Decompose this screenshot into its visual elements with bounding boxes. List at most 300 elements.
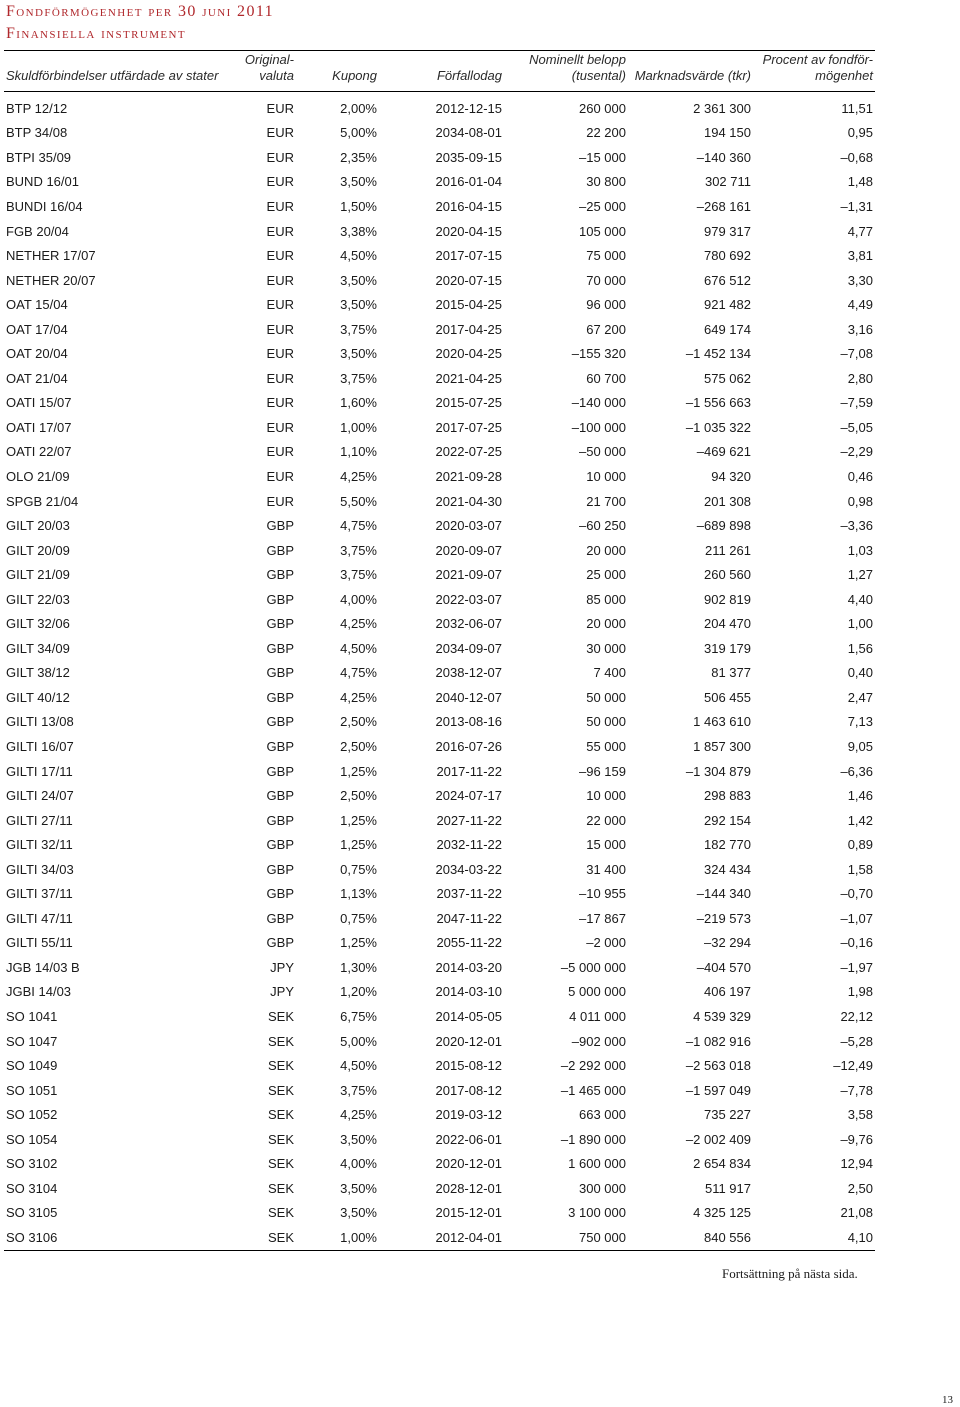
cell-percent: 2,80 bbox=[847, 370, 873, 386]
cell-instrument: GILT 21/09 bbox=[6, 567, 70, 583]
cell-coupon: 1,25% bbox=[340, 763, 377, 779]
cell-coupon: 5,50% bbox=[340, 493, 377, 509]
cell-currency: GBP bbox=[266, 812, 294, 828]
cell-instrument: GILT 20/09 bbox=[6, 542, 70, 558]
cell-instrument: GILTI 55/11 bbox=[6, 935, 73, 951]
cell-percent: 1,27 bbox=[847, 567, 873, 583]
table-row bbox=[4, 1152, 875, 1177]
cell-maturity: 2013-08-16 bbox=[435, 714, 502, 730]
cell-percent: –6,36 bbox=[840, 763, 873, 779]
table-row bbox=[4, 1201, 875, 1226]
cell-percent: –5,05 bbox=[840, 419, 873, 435]
cell-currency: EUR bbox=[266, 248, 294, 264]
cell-instrument: GILTI 24/07 bbox=[6, 788, 74, 804]
cell-percent: 0,40 bbox=[847, 665, 873, 681]
cell-maturity: 2012-12-15 bbox=[435, 100, 502, 116]
cell-instrument: GILT 32/06 bbox=[6, 616, 70, 632]
cell-currency: EUR bbox=[266, 297, 294, 313]
cell-market-value: 511 917 bbox=[704, 1180, 751, 1196]
cell-market-value: 575 062 bbox=[704, 370, 751, 386]
cell-instrument: FGB 20/04 bbox=[6, 223, 69, 239]
cell-market-value: –404 570 bbox=[696, 959, 751, 975]
cell-market-value: –2 002 409 bbox=[685, 1131, 751, 1147]
cell-percent: –1,97 bbox=[840, 959, 873, 975]
cell-nominal: –1 890 000 bbox=[560, 1131, 626, 1147]
cell-instrument: GILT 38/12 bbox=[6, 665, 70, 681]
table-row bbox=[4, 92, 875, 121]
cell-maturity: 2055-11-22 bbox=[436, 935, 502, 951]
cell-currency: SEK bbox=[267, 1205, 294, 1221]
table-row bbox=[4, 268, 875, 293]
cell-market-value: 406 197 bbox=[704, 984, 751, 1000]
cell-instrument: SO 1049 bbox=[6, 1058, 58, 1074]
cell-instrument: SO 3104 bbox=[6, 1180, 58, 1196]
cell-percent: –0,16 bbox=[840, 935, 873, 951]
table-header-row bbox=[4, 51, 875, 92]
cell-currency: SEK bbox=[267, 1009, 294, 1024]
cell-percent: –0,68 bbox=[840, 149, 873, 165]
cell-market-value: –469 621 bbox=[696, 444, 751, 460]
cell-market-value: 979 317 bbox=[704, 223, 751, 239]
col-header-market-value: Marknadsvärde (tkr) bbox=[628, 51, 753, 92]
cell-maturity: 2015-12-01 bbox=[435, 1205, 502, 1221]
cell-nominal: 21 700 bbox=[586, 493, 626, 509]
cell-instrument: SO 1054 bbox=[6, 1131, 58, 1147]
cell-maturity: 2017-11-22 bbox=[436, 763, 502, 779]
cell-maturity: 2016-04-15 bbox=[435, 198, 502, 214]
cell-instrument: SO 3102 bbox=[6, 1156, 58, 1172]
cell-instrument: BTP 12/12 bbox=[6, 100, 68, 116]
cell-percent: 3,30 bbox=[847, 272, 873, 288]
cell-nominal: 300 000 bbox=[579, 1180, 626, 1196]
cell-currency: EUR bbox=[266, 346, 294, 362]
cell-coupon: 1,25% bbox=[340, 935, 377, 951]
table-row bbox=[4, 1127, 875, 1152]
table-row bbox=[4, 685, 875, 710]
cell-market-value: 211 261 bbox=[704, 542, 751, 558]
cell-nominal: 55 000 bbox=[586, 738, 626, 754]
cell-market-value: 506 455 bbox=[704, 689, 751, 705]
cell-percent: 2,47 bbox=[847, 689, 873, 705]
cell-percent: 4,49 bbox=[847, 297, 873, 313]
cell-coupon: 3,50% bbox=[340, 174, 377, 190]
cell-instrument: GILT 20/03 bbox=[6, 518, 70, 534]
cell-currency: EUR bbox=[266, 444, 294, 460]
cell-percent: –1,07 bbox=[840, 910, 873, 926]
cell-nominal: 105 000 bbox=[579, 223, 626, 239]
cell-nominal: –17 867 bbox=[579, 910, 626, 926]
cell-market-value: 4 325 125 bbox=[693, 1205, 751, 1221]
cell-instrument: SO 1052 bbox=[6, 1107, 58, 1123]
cell-nominal: 31 400 bbox=[586, 861, 626, 877]
cell-market-value: –1 452 134 bbox=[685, 346, 751, 362]
cell-currency: JPY bbox=[270, 984, 294, 1000]
cell-nominal: –902 000 bbox=[571, 1033, 626, 1049]
page-number: 13 bbox=[942, 1394, 953, 1406]
cell-instrument: OATI 15/07 bbox=[6, 395, 72, 411]
cell-percent: 4,40 bbox=[847, 591, 873, 607]
cell-maturity: 2012-04-01 bbox=[379, 1225, 504, 1250]
cell-nominal: 10 000 bbox=[586, 468, 626, 484]
col-header-nominal: Nominellt belopp (tusental) bbox=[504, 51, 628, 92]
cell-market-value: 260 560 bbox=[704, 567, 751, 583]
table-row bbox=[4, 1225, 875, 1250]
cell-coupon: 1,25% bbox=[340, 837, 377, 853]
cell-nominal: 20 000 bbox=[586, 616, 626, 632]
cell-maturity: 2017-04-25 bbox=[435, 321, 502, 337]
cell-percent: 1,03 bbox=[847, 542, 873, 558]
cell-nominal: 4 011 000 bbox=[569, 1009, 626, 1024]
cell-market-value: –32 294 bbox=[704, 935, 751, 951]
cell-maturity: 2020-12-01 bbox=[435, 1033, 502, 1049]
cell-market-value: –1 556 663 bbox=[685, 395, 751, 411]
cell-instrument: GILT 40/12 bbox=[6, 689, 70, 705]
cell-maturity: 2014-03-20 bbox=[435, 959, 502, 975]
cell-percent: 1,48 bbox=[847, 174, 873, 190]
cell-market-value: 1 857 300 bbox=[693, 738, 751, 754]
cell-currency: SEK bbox=[267, 1058, 294, 1074]
table-row bbox=[4, 341, 875, 366]
cell-currency: GBP bbox=[266, 886, 294, 902]
table-row bbox=[4, 194, 875, 219]
cell-instrument: OAT 20/04 bbox=[6, 346, 68, 362]
table-row bbox=[4, 661, 875, 686]
table-row bbox=[4, 955, 875, 980]
cell-maturity: 2034-08-01 bbox=[435, 125, 502, 141]
cell-currency: GBP bbox=[266, 640, 294, 656]
table-row bbox=[4, 292, 875, 317]
cell-maturity: 2034-03-22 bbox=[435, 861, 502, 877]
col-header-maturity: Förfallodag bbox=[379, 51, 504, 92]
table-row bbox=[4, 636, 875, 661]
cell-market-value: 194 150 bbox=[704, 125, 751, 141]
cell-nominal: –100 000 bbox=[571, 419, 626, 435]
cell-nominal: 50 000 bbox=[586, 714, 626, 730]
table-row bbox=[4, 587, 875, 612]
cell-instrument: OATI 22/07 bbox=[6, 444, 72, 460]
cell-nominal: –2 292 000 bbox=[560, 1058, 626, 1074]
cell-market-value: –1 597 049 bbox=[685, 1082, 751, 1098]
cell-maturity: 2020-09-07 bbox=[435, 542, 502, 558]
cell-market-value: –219 573 bbox=[696, 910, 751, 926]
cell-maturity: 2015-08-12 bbox=[435, 1058, 502, 1074]
cell-instrument: SO 1051 bbox=[6, 1082, 58, 1098]
table-row bbox=[4, 1102, 875, 1127]
table-row bbox=[4, 317, 875, 342]
cell-percent: 1,42 bbox=[847, 812, 873, 828]
cell-market-value: 324 434 bbox=[704, 861, 751, 877]
cell-maturity: 2017-07-25 bbox=[435, 419, 502, 435]
cell-currency: GBP bbox=[266, 567, 294, 583]
cell-instrument: SO 1047 bbox=[6, 1033, 58, 1049]
cell-instrument: GILTI 17/11 bbox=[6, 763, 73, 779]
cell-currency: GBP bbox=[266, 910, 294, 926]
cell-coupon: 4,25% bbox=[340, 1107, 377, 1123]
cell-percent: 0,95 bbox=[847, 125, 873, 141]
table-row bbox=[4, 759, 875, 784]
table-row bbox=[4, 366, 875, 391]
cell-nominal: –15 000 bbox=[579, 149, 626, 165]
cell-nominal: 15 000 bbox=[586, 837, 626, 853]
cell-percent: –12,49 bbox=[833, 1058, 873, 1074]
cell-maturity: 2022-03-07 bbox=[435, 591, 502, 607]
cell-instrument: NETHER 20/07 bbox=[6, 272, 96, 288]
table-row bbox=[4, 734, 875, 759]
cell-currency: SEK bbox=[267, 1107, 294, 1123]
table-row bbox=[4, 611, 875, 636]
cell-currency: GBP bbox=[266, 738, 294, 754]
cell-coupon: 1,13% bbox=[340, 886, 377, 902]
cell-currency: GBP bbox=[266, 591, 294, 607]
table-row bbox=[4, 121, 875, 146]
cell-percent: 12,94 bbox=[840, 1156, 873, 1172]
cell-currency: SEK bbox=[267, 1033, 294, 1049]
cell-nominal: 20 000 bbox=[586, 542, 626, 558]
cell-currency: EUR bbox=[266, 493, 294, 509]
cell-percent: 0,89 bbox=[847, 837, 873, 853]
cell-currency: GBP bbox=[266, 542, 294, 558]
cell-maturity: 2017-08-12 bbox=[435, 1082, 502, 1098]
cell-nominal: –50 000 bbox=[579, 444, 626, 460]
cell-instrument: GILTI 37/11 bbox=[6, 886, 73, 902]
cell-nominal: –25 000 bbox=[579, 198, 626, 214]
cell-coupon: 2,35% bbox=[340, 149, 377, 165]
cell-coupon: 4,25% bbox=[340, 616, 377, 632]
cell-nominal: 3 100 000 bbox=[568, 1205, 626, 1221]
cell-currency: SEK bbox=[232, 1225, 296, 1250]
col-header-currency: Original- valuta bbox=[232, 51, 296, 92]
cell-maturity: 2038-12-07 bbox=[435, 665, 502, 681]
cell-nominal: 50 000 bbox=[586, 689, 626, 705]
cell-coupon: 1,50% bbox=[340, 198, 377, 214]
cell-nominal: 1 600 000 bbox=[568, 1156, 626, 1172]
cell-maturity: 2015-04-25 bbox=[435, 297, 502, 313]
cell-coupon: 1,25% bbox=[340, 812, 377, 828]
table-row bbox=[4, 219, 875, 244]
page-title: Fondförmögenhet per 30 juni 2011 bbox=[6, 3, 275, 20]
cell-instrument: BTPI 35/09 bbox=[6, 149, 72, 165]
cell-coupon: 5,00% bbox=[340, 125, 377, 141]
cell-nominal: 10 000 bbox=[586, 788, 626, 804]
cell-market-value: 2 361 300 bbox=[693, 100, 751, 116]
cell-market-value: 780 692 bbox=[704, 248, 751, 264]
cell-currency: GBP bbox=[266, 689, 294, 705]
table-row bbox=[4, 145, 875, 170]
cell-currency: GBP bbox=[266, 665, 294, 681]
cell-currency: EUR bbox=[266, 223, 294, 239]
cell-currency: EUR bbox=[266, 419, 294, 435]
cell-nominal: –2 000 bbox=[586, 935, 626, 951]
cell-coupon: 4,50% bbox=[340, 248, 377, 264]
cell-currency: GBP bbox=[266, 763, 294, 779]
cell-maturity: 2015-07-25 bbox=[435, 395, 502, 411]
cell-market-value: 94 320 bbox=[711, 468, 751, 484]
cell-market-value: –268 161 bbox=[696, 198, 751, 214]
cell-maturity: 2021-04-25 bbox=[435, 370, 502, 386]
cell-maturity: 2037-11-22 bbox=[436, 886, 502, 902]
cell-coupon: 1,30% bbox=[340, 959, 377, 975]
cell-maturity: 2020-12-01 bbox=[435, 1156, 502, 1172]
cell-currency: GBP bbox=[266, 714, 294, 730]
cell-market-value: 319 179 bbox=[704, 640, 751, 656]
cell-instrument: SO 3105 bbox=[6, 1205, 58, 1221]
cell-nominal: –5 000 000 bbox=[560, 959, 626, 975]
cell-coupon: 3,50% bbox=[340, 1131, 377, 1147]
cell-currency: JPY bbox=[270, 959, 294, 975]
cell-currency: EUR bbox=[266, 198, 294, 214]
cell-instrument: OAT 21/04 bbox=[6, 370, 68, 386]
cell-coupon: 3,75% bbox=[340, 542, 377, 558]
cell-nominal: –155 320 bbox=[571, 346, 626, 362]
table-body bbox=[4, 92, 875, 1251]
cell-currency: EUR bbox=[266, 174, 294, 190]
cell-coupon: 2,50% bbox=[340, 788, 377, 804]
cell-instrument: GILTI 32/11 bbox=[6, 837, 73, 853]
table-row bbox=[4, 857, 875, 882]
cell-coupon: 4,75% bbox=[340, 665, 377, 681]
table-row bbox=[4, 415, 875, 440]
cell-currency: SEK bbox=[267, 1180, 294, 1196]
cell-currency: GBP bbox=[266, 861, 294, 877]
cell-maturity: 2032-11-22 bbox=[436, 837, 502, 853]
cell-currency: EUR bbox=[266, 395, 294, 411]
table-row bbox=[4, 1176, 875, 1201]
cell-market-value: 201 308 bbox=[704, 493, 751, 509]
cell-nominal: 260 000 bbox=[579, 100, 626, 116]
cell-coupon: 3,50% bbox=[340, 272, 377, 288]
cell-percent: 21,08 bbox=[840, 1205, 873, 1221]
cell-nominal: 25 000 bbox=[586, 567, 626, 583]
table-row bbox=[4, 710, 875, 735]
cell-coupon: 4,00% bbox=[340, 591, 377, 607]
cell-instrument: JGBI 14/03 bbox=[6, 984, 72, 1000]
cell-market-value: 2 654 834 bbox=[693, 1156, 751, 1172]
cell-percent: 4,10 bbox=[753, 1225, 875, 1250]
cell-currency: GBP bbox=[266, 837, 294, 853]
cell-coupon: 2,00% bbox=[340, 100, 377, 116]
cell-market-value: –2 563 018 bbox=[685, 1058, 751, 1074]
cell-nominal: 70 000 bbox=[586, 272, 626, 288]
cell-coupon: 5,00% bbox=[340, 1033, 377, 1049]
cell-percent: –7,08 bbox=[840, 346, 873, 362]
table-row bbox=[4, 538, 875, 563]
cell-instrument: GILTI 16/07 bbox=[6, 738, 74, 754]
cell-coupon: 0,75% bbox=[340, 861, 377, 877]
cell-maturity: 2014-05-05 bbox=[435, 1009, 502, 1024]
cell-market-value: –1 304 879 bbox=[685, 763, 751, 779]
cell-percent: 3,16 bbox=[847, 321, 873, 337]
cell-currency: SEK bbox=[267, 1156, 294, 1172]
cell-percent: 11,51 bbox=[841, 100, 873, 116]
holdings-table bbox=[4, 50, 875, 1251]
cell-instrument: NETHER 17/07 bbox=[6, 248, 96, 264]
cell-instrument: SO 3106 bbox=[4, 1225, 232, 1250]
cell-coupon: 4,25% bbox=[340, 468, 377, 484]
cell-percent: –9,76 bbox=[840, 1131, 873, 1147]
cell-nominal: –96 159 bbox=[579, 763, 626, 779]
cell-nominal: 22 000 bbox=[586, 812, 626, 828]
cell-instrument: GILTI 47/11 bbox=[6, 910, 73, 926]
cell-percent: 0,46 bbox=[847, 468, 873, 484]
table-row bbox=[4, 489, 875, 514]
cell-maturity: 2022-07-25 bbox=[435, 444, 502, 460]
cell-maturity: 2047-11-22 bbox=[436, 910, 502, 926]
cell-currency: EUR bbox=[266, 321, 294, 337]
cell-instrument: OATI 17/07 bbox=[6, 419, 72, 435]
cell-currency: EUR bbox=[266, 100, 294, 116]
cell-market-value: 298 883 bbox=[704, 788, 751, 804]
cell-coupon: 2,50% bbox=[340, 714, 377, 730]
cell-coupon: 3,75% bbox=[340, 370, 377, 386]
cell-maturity: 2019-03-12 bbox=[435, 1107, 502, 1123]
table-row bbox=[4, 931, 875, 956]
cell-percent: 3,81 bbox=[847, 248, 873, 264]
cell-maturity: 2020-07-15 bbox=[435, 272, 502, 288]
cell-instrument: GILT 34/09 bbox=[6, 640, 70, 656]
cell-market-value: 4 539 329 bbox=[693, 1009, 751, 1024]
cell-nominal: –60 250 bbox=[579, 518, 626, 534]
cell-coupon: 1,10% bbox=[340, 444, 377, 460]
cell-maturity: 2020-04-15 bbox=[435, 223, 502, 239]
cell-percent: 4,77 bbox=[847, 223, 873, 239]
cell-market-value: –1 082 916 bbox=[685, 1033, 751, 1049]
cell-market-value: –1 035 322 bbox=[685, 419, 751, 435]
cell-market-value: 735 227 bbox=[704, 1107, 751, 1123]
cell-nominal: 75 000 bbox=[586, 248, 626, 264]
table-row bbox=[4, 1004, 875, 1029]
cell-coupon: 0,75% bbox=[340, 910, 377, 926]
cell-nominal: 7 400 bbox=[593, 665, 626, 681]
cell-instrument: GILTI 13/08 bbox=[6, 714, 74, 730]
cell-coupon: 3,75% bbox=[340, 321, 377, 337]
cell-currency: EUR bbox=[266, 149, 294, 165]
table-row bbox=[4, 170, 875, 195]
cell-coupon: 2,50% bbox=[340, 738, 377, 754]
cell-maturity: 2020-04-25 bbox=[435, 346, 502, 362]
continuation-note: Fortsättning på nästa sida. bbox=[722, 1266, 858, 1281]
cell-percent: 22,12 bbox=[840, 1009, 873, 1024]
cell-maturity: 2021-09-28 bbox=[435, 468, 502, 484]
cell-percent: 1,98 bbox=[847, 984, 873, 1000]
cell-market-value: 204 470 bbox=[704, 616, 751, 632]
cell-instrument: BUNDI 16/04 bbox=[6, 198, 83, 214]
col-header-instrument: Skuldförbindelser utfärdade av stater bbox=[4, 51, 232, 92]
cell-nominal: 96 000 bbox=[586, 297, 626, 313]
cell-instrument: BTP 34/08 bbox=[6, 125, 68, 141]
cell-maturity: 2032-06-07 bbox=[435, 616, 502, 632]
cell-market-value: 81 377 bbox=[711, 665, 751, 681]
table-row bbox=[4, 391, 875, 416]
cell-percent: 1,46 bbox=[847, 788, 873, 804]
cell-nominal: 85 000 bbox=[586, 591, 626, 607]
cell-nominal: 30 000 bbox=[586, 640, 626, 656]
cell-percent: 2,50 bbox=[847, 1180, 873, 1196]
table-row bbox=[4, 1053, 875, 1078]
cell-percent: 3,58 bbox=[847, 1107, 873, 1123]
cell-percent: –0,70 bbox=[840, 886, 873, 902]
cell-coupon: 1,60% bbox=[340, 395, 377, 411]
cell-percent: –5,28 bbox=[840, 1033, 873, 1049]
cell-currency: GBP bbox=[266, 518, 294, 534]
cell-instrument: GILTI 34/03 bbox=[6, 861, 74, 877]
cell-coupon: 3,50% bbox=[340, 1180, 377, 1196]
cell-maturity: 2016-01-04 bbox=[435, 174, 502, 190]
cell-maturity: 2022-06-01 bbox=[435, 1131, 502, 1147]
cell-instrument: JGB 14/03 B bbox=[6, 959, 80, 975]
cell-market-value: 292 154 bbox=[704, 812, 751, 828]
cell-market-value: –689 898 bbox=[696, 518, 751, 534]
cell-nominal: –10 955 bbox=[579, 886, 626, 902]
